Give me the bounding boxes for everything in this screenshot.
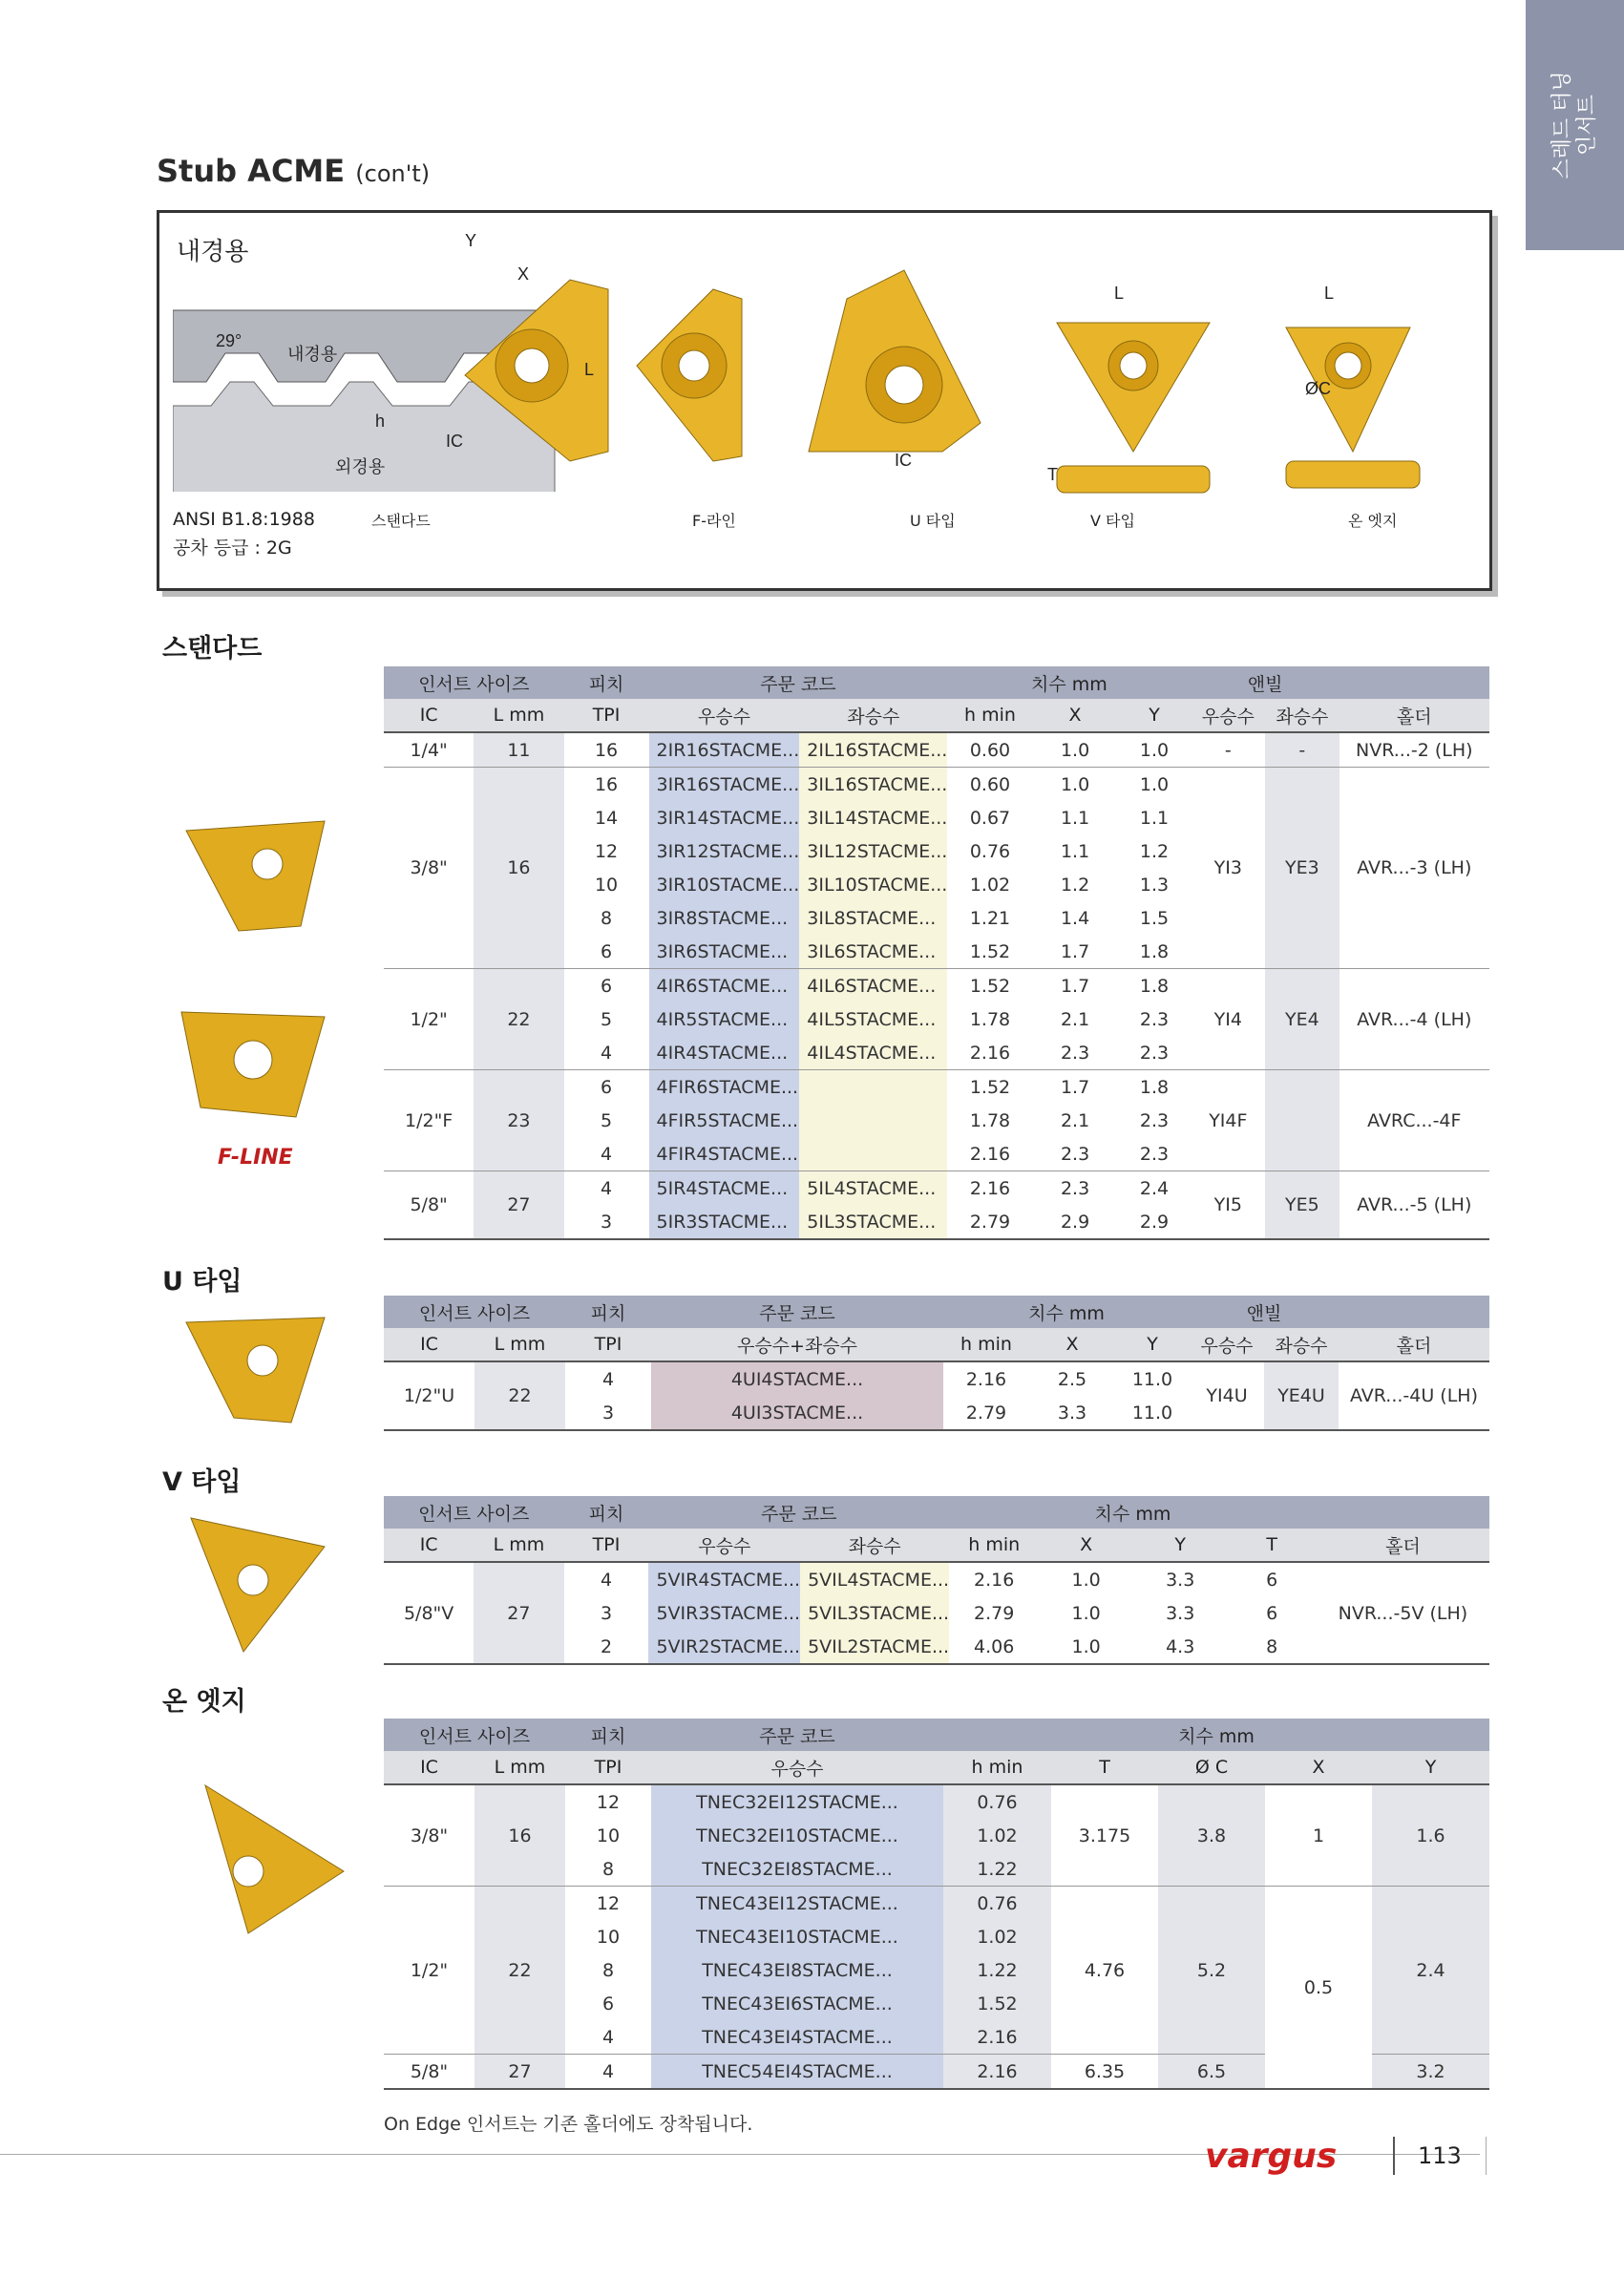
section-tab	[1526, 0, 1624, 250]
table-row: 14 3IR14STACME... 3IL14STACME... 0.67 1.1 1.1	[384, 801, 1489, 834]
v-insert-image	[181, 1508, 334, 1665]
u-h-anvil: 앤빌	[1190, 1296, 1339, 1328]
std-h2-anv-l: 좌승수	[1265, 699, 1339, 732]
tolerance-label: 공차 등급 : 2G	[173, 538, 292, 559]
table-row: 3 5VIR3STACME... 5VIL3STACME... 2.79 1.0 3.3 6	[384, 1596, 1489, 1630]
u-h-code: 주문 코드	[651, 1296, 943, 1328]
page-title	[157, 153, 430, 189]
type-label-v: V 타입	[1090, 512, 1135, 530]
dim-l1: L	[584, 360, 595, 379]
std-h-code: 주문 코드	[649, 666, 948, 699]
std-h-pitch: 피치	[564, 666, 649, 699]
v-h-dim: 치수 mm	[949, 1496, 1317, 1529]
u-h-pitch: 피치	[565, 1296, 651, 1328]
page-divider-right	[1486, 2137, 1487, 2175]
oe-h-dim: 치수 mm	[943, 1719, 1489, 1751]
table-row: 3/8" 16 16 3IR16STACME... 3IL16STACME... 0.60 1.0 1.0 YI3 YE3 AVR...-3 (LH)	[384, 768, 1489, 802]
dim-ic2: IC	[895, 451, 912, 470]
diagram-box	[157, 210, 1492, 591]
oe-h-code: 주문 코드	[651, 1719, 943, 1751]
vargus-logo: vargus	[1205, 2137, 1338, 2176]
v-h-code: 주문 코드	[648, 1496, 949, 1529]
tab-line2: 인서트	[1574, 95, 1599, 156]
dim-y1: Y	[465, 232, 477, 250]
standard-label: ANSI B1.8:1988	[173, 509, 315, 530]
std-h2-tpi: TPI	[564, 699, 649, 732]
table-row: 8 3IR8STACME... 3IL8STACME... 1.21 1.4 1.5	[384, 901, 1489, 935]
table-row: 6 3IR6STACME... 3IL6STACME... 1.52 1.7 1.8	[384, 935, 1489, 969]
type-label-onedge: 온 엣지	[1348, 512, 1398, 530]
table-row: 5/8" 27 4 TNEC54EI4STACME... 2.16 6.35 6.5 3.2	[384, 2055, 1489, 2090]
v-h-pitch: 피치	[564, 1496, 649, 1529]
table-row: 4 4IR4STACME... 4IL4STACME... 2.16 2.3 2.3	[384, 1036, 1489, 1070]
onedge-insert-image	[191, 1776, 353, 1942]
dim-l2: L	[1114, 284, 1125, 303]
section-v: V 타입	[162, 1467, 242, 1497]
std-h2-anv-r: 우승수	[1192, 699, 1266, 732]
oe-h-size: 인서트 사이즈	[384, 1719, 565, 1751]
u-insert-image	[181, 1308, 334, 1436]
tab-line1: 스레드 터닝	[1550, 71, 1574, 179]
table-row: 1/2"F 23 6 4FIR6STACME... 1.52 1.7 1.8 YI4F AVRC...-4F	[384, 1070, 1489, 1105]
std-h2-x: X	[1033, 699, 1118, 732]
dim-oc: ØC	[1305, 379, 1331, 398]
type-label-standard: 스탠다드	[371, 512, 431, 530]
table-row: 5 4IR5STACME... 4IL5STACME... 1.78 2.1 2.3	[384, 1002, 1489, 1036]
table-row: 1/2" 22 12 TNEC43EI12STACME... 0.76 4.76 5.2 0.5 2.4	[384, 1887, 1489, 1921]
table-row: 5/8"V 27 4 5VIR4STACME... 5VIL4STACME... 2.16 1.0 3.3 6 NVR...-5V (LH)	[384, 1562, 1489, 1596]
title-sub: (con't)	[355, 160, 431, 187]
table-row: 4 4FIR4STACME... 2.16 2.3 2.3	[384, 1137, 1489, 1171]
table-row: 8 TNEC43EI8STACME... 1.22	[384, 1953, 1489, 1987]
u-h-size: 인서트 사이즈	[384, 1296, 565, 1328]
table-row: 10 TNEC32EI10STACME... 1.02	[384, 1819, 1489, 1852]
fline-insert-image	[172, 1002, 334, 1130]
standard-insert-image	[181, 812, 334, 939]
type-label-u: U 타입	[910, 512, 956, 530]
table-row: 1/4" 11 16 2IR16STACME... 2IL16STACME... 0.60 1.0 1.0 - - NVR...-2 (LH)	[384, 732, 1489, 768]
page-number: 113	[1418, 2142, 1462, 2169]
std-h2-l: L mm	[474, 699, 563, 732]
section-u: U 타입	[162, 1267, 243, 1297]
std-h2-left: 좌승수	[799, 699, 947, 732]
table-row: 8 TNEC32EI8STACME... 1.22	[384, 1852, 1489, 1887]
std-h-anvil: 앤빌	[1192, 666, 1339, 699]
footnote: On Edge 인서트는 기존 홀더에도 장착됩니다.	[384, 2114, 753, 2135]
table-row: 10 3IR10STACME... 3IL10STACME... 1.02 1.2 1.3	[384, 868, 1489, 901]
table-row: 5 4FIR5STACME... 1.78 2.1 2.3	[384, 1104, 1489, 1137]
std-h2-right: 우승수	[649, 699, 800, 732]
u-table: 인서트 사이즈 피치 주문 코드 치수 mm 앤빌 IC L mm TPI 우승수+좌승수 h min X Y 우승수 좌승수 홀더 1/2"U 22 4 4UI4STACME... 2.16 2.5 11.0 YI4U YE4U AVR...-4U (LH) 3 4UI3STACME... 2.79 3.3 11.0	[384, 1296, 1489, 1431]
v-table: 인서트 사이즈 피치 주문 코드 치수 mm IC L mm TPI 우승수 좌승수 h min X Y T 홀더 5/8"V 27 4 5VIR4STACME... 5VIL4STACME... 2.16 1.0 3.3 6 NVR...-5V (LH) 3 5VIR3STACME... 5VIL3STACME... 2.79 1.0 3.3 6 2 5VIR2STACME... 5VIL2STACME... 4.06 1.0 4.3 8	[384, 1496, 1489, 1665]
v-h-size: 인서트 사이즈	[384, 1496, 564, 1529]
diagram-label: 내경용	[177, 238, 249, 266]
std-h-size: 인서트 사이즈	[384, 666, 564, 699]
std-h2-holder: 홀더	[1339, 699, 1489, 732]
title-main: Stub ACME	[157, 153, 346, 189]
type-label-fline: F-라인	[692, 512, 736, 530]
standard-table	[384, 666, 1489, 1240]
std-h2-ic: IC	[384, 699, 474, 732]
onedge-table: 인서트 사이즈 피치 주문 코드 치수 mm IC L mm TPI 우승수 h min T Ø C X Y 3/8" 16 12 TNEC32EI12STACME... 0.76 3.175 3.8 1 1.6 10 TNEC32EI10STACME... 1.02 8 TNEC32EI8STACME... 1.22 1/2" 22 12 TNEC43EI12STACME... 0.76 4.76 5.2 0.5 2.4 10 TNEC43EI10STACME... 1.02 8 TNEC43EI8STACME... 1.22 6 TNEC43EI6STACME... 1.52 4 TNEC43EI4STACME... 2.16 5/8" 27 4 TNEC54EI4STACME... 2.16 6.35 6.5 3.2	[384, 1719, 1489, 2090]
table-row: 3/8" 16 12 TNEC32EI12STACME... 0.76 3.175 3.8 1 1.6	[384, 1784, 1489, 1819]
dim-l3: L	[1324, 284, 1335, 303]
inner-label: 내경용	[287, 345, 338, 364]
dim-ic1: IC	[446, 432, 463, 451]
std-h-dim: 치수 mm	[947, 666, 1191, 699]
insert-type-diagrams	[446, 232, 1477, 509]
table-row: 3 5IR3STACME... 5IL3STACME... 2.79 2.9 2.9	[384, 1205, 1489, 1239]
outer-label: 외경용	[335, 457, 386, 476]
angle-label: 29°	[216, 331, 243, 350]
dim-x1: X	[517, 264, 530, 284]
oe-h-pitch: 피치	[565, 1719, 651, 1751]
table-row: 5/8" 27 4 5IR4STACME... 5IL4STACME... 2.16 2.3 2.4 YI5 YE5 AVR...-5 (LH)	[384, 1171, 1489, 1206]
std-h2-y: Y	[1117, 699, 1191, 732]
table-row: 1/2" 22 6 4IR6STACME... 4IL6STACME... 1.52 1.7 1.8 YI4 YE4 AVR...-4 (LH)	[384, 969, 1489, 1003]
fline-logo: F-LINE	[218, 1146, 293, 1170]
table-row: 6 TNEC43EI6STACME... 1.52	[384, 1987, 1489, 2020]
table-row: 3 4UI3STACME... 2.79 3.3 11.0	[384, 1396, 1489, 1430]
std-h2-hmin: h min	[947, 699, 1032, 732]
u-h-dim: 치수 mm	[943, 1296, 1190, 1328]
section-onedge: 온 엣지	[162, 1687, 246, 1717]
section-standard: 스탠다드	[162, 634, 263, 664]
table-row: 10 TNEC43EI10STACME... 1.02	[384, 1920, 1489, 1953]
table-row: 1/2"U 22 4 4UI4STACME... 2.16 2.5 11.0 YI4U YE4U AVR...-4U (LH)	[384, 1361, 1489, 1396]
h-label: h	[375, 411, 386, 431]
dim-t1: T	[1047, 465, 1058, 484]
table-row: 12 3IR12STACME... 3IL12STACME... 0.76 1.1 1.2	[384, 834, 1489, 868]
table-row: 4 TNEC43EI4STACME... 2.16	[384, 2020, 1489, 2055]
table-row: 2 5VIR2STACME... 5VIL2STACME... 4.06 1.0 4.3 8	[384, 1630, 1489, 1664]
page-divider	[1393, 2137, 1395, 2175]
